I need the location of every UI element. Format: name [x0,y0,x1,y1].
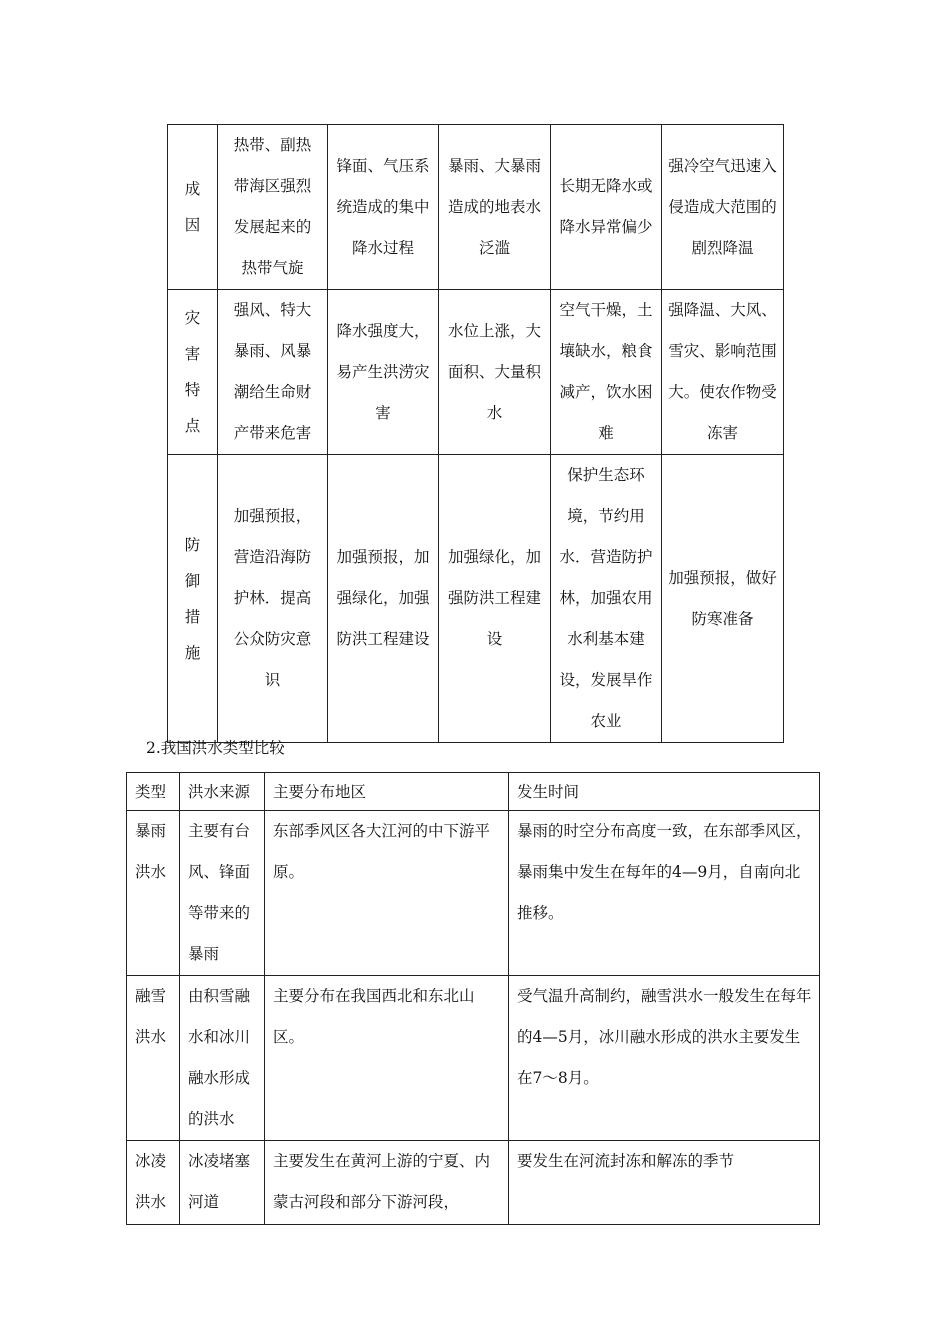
row-header-features: 灾害特点 [168,290,218,455]
flood-time: 要发生在河流封冻和解冻的季节 [509,1141,820,1225]
column-header: 类型 [127,773,180,811]
flood-type-table [126,772,820,1225]
column-header: 发生时间 [509,773,820,811]
table-cell: 水位上涨，大面积、大量积水 [439,290,551,455]
flood-source: 由积雪融水和冰川融水形成的洪水 [180,976,265,1141]
table-row [127,1141,820,1225]
table-cell: 空气干燥，土壤缺水，粮食减产，饮水困难 [551,290,662,455]
flood-type: 融雪洪水 [127,976,180,1141]
flood-time: 暴雨的时空分布高度一致，在东部季风区，暴雨集中发生在每年的4—9月，自南向北推移。 [509,811,820,976]
flood-region: 东部季风区各大江河的中下游平原。 [265,811,509,976]
table-cell: 加强预报，营造沿海防护林．提高公众防灾意识 [218,455,328,743]
table-header-row [127,773,820,811]
table-cell: 加强预报，做好防寒准备 [662,455,784,743]
column-header: 主要分布地区 [265,773,509,811]
table-cell: 强风、特大暴雨、风暴潮给生命财产带来危害 [218,290,328,455]
flood-source: 冰凌堵塞河道 [180,1141,265,1225]
row-header-defense: 防御措施 [168,455,218,743]
flood-source: 主要有台风、锋面等带来的暴雨 [180,811,265,976]
table-cell: 降水强度大，易产生洪涝灾害 [328,290,439,455]
table-row [127,811,820,976]
flood-region: 主要发生在黄河上游的宁夏、内蒙古河段和部分下游河段， [265,1141,509,1225]
table-cell: 加强预报，加强绿化，加强防洪工程建设 [328,455,439,743]
table-row [168,455,784,743]
disaster-comparison-table [167,124,784,743]
table-row [168,290,784,455]
table-cell: 长期无降水或降水异常偏少 [551,125,662,290]
flood-type: 暴雨洪水 [127,811,180,976]
flood-type: 冰凌洪水 [127,1141,180,1225]
flood-region: 主要分布在我国西北和东北山区。 [265,976,509,1141]
column-header: 洪水来源 [180,773,265,811]
table-cell: 强降温、大风、雪灾、影响范围大。使农作物受冻害 [662,290,784,455]
flood-time: 受气温升高制约，融雪洪水一般发生在每年的4—5月，冰川融水形成的洪水主要发生在7～8月。 [509,976,820,1141]
row-header-cause: 成因 [168,125,218,290]
table-cell: 热带、副热带海区强烈发展起来的热带气旋 [218,125,328,290]
table-cell: 强冷空气迅速入侵造成大范围的剧烈降温 [662,125,784,290]
section-title: 2.我国洪水类型比较 [146,739,285,757]
table-row [168,125,784,290]
table-cell: 暴雨、大暴雨造成的地表水泛滥 [439,125,551,290]
table-cell: 加强绿化，加强防洪工程建设 [439,455,551,743]
table-cell: 保护生态环境，节约用水．营造防护林，加强农用水利基本建设，发展旱作农业 [551,455,662,743]
table-cell: 锋面、气压系统造成的集中降水过程 [328,125,439,290]
table-row [127,976,820,1141]
